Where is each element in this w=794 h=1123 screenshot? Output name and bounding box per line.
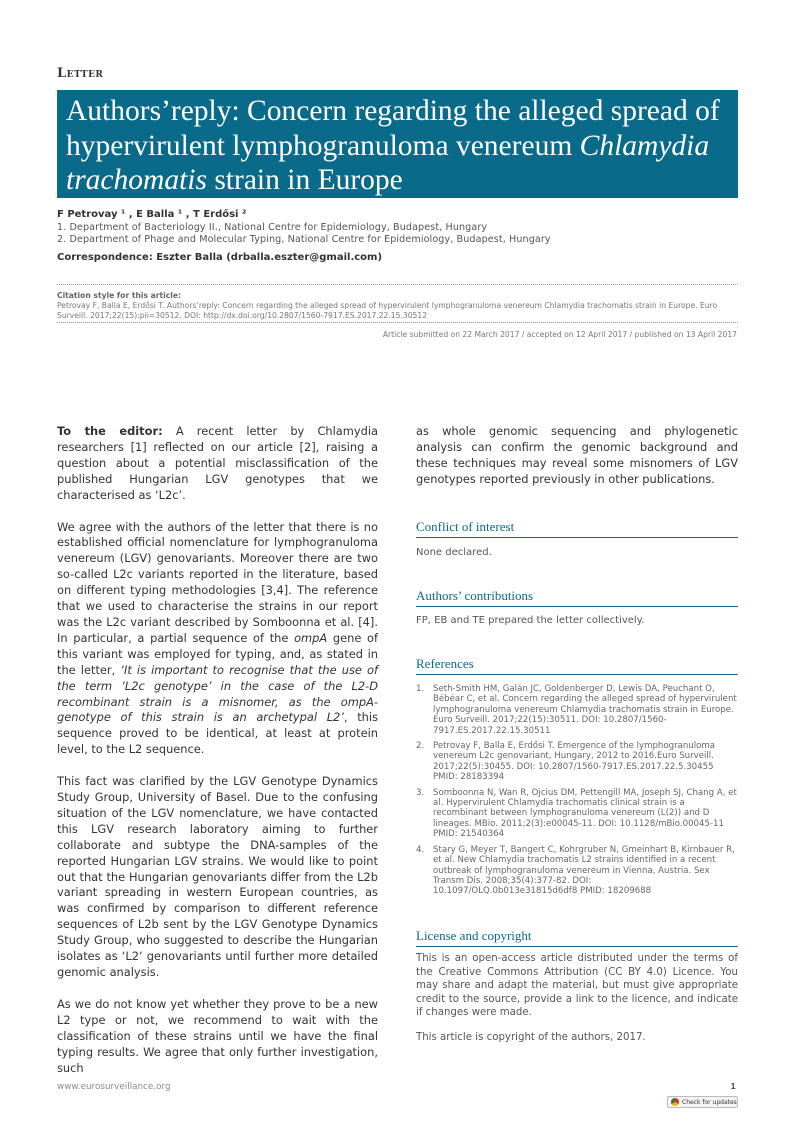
license-heading: License and copyright [416,928,738,947]
affiliation-1: 1. Department of Bacteriology II., National Centre for Epidemiology, Budapest, Hungary [57,222,488,233]
p1-text: A recent letter by Chlamydia researchers [1] reflected on our article [2], raising a question about a potential misclassification of the published Hungarian LGV genotypes that we characterised as ‘L2c’. [57,424,378,502]
reference-item [416,684,738,736]
conflict-text: None declared. [416,547,492,558]
reference-text: Petrovay F, Balla E, Erdősi T. Emergence of the lymphogranuloma venereum L2c genovariant, Hungary, 2012 to 2016.Euro Surveill. 2017;22(5):30455. DOI: 10.2807/1560-7917.ES.2017.22.5.30455 PMID: 28183394 [433,741,716,783]
reference-number: 4. [416,844,425,855]
references-heading: References [416,656,738,675]
badge-label: Check for updates [682,1098,737,1106]
title-banner [57,90,738,198]
affiliation-2: 2. Department of Phage and Molecular Typing, National Centre for Epidemiology, Budapest, Hungary [57,234,551,245]
editor-lead: To the editor: [57,424,163,438]
references-section [416,656,738,902]
paragraph-4: As we do not know yet whether they prove to be a new L2 type or not, we recommend to wait with the classification of these strains until we have the final typing results. We agree that only further investigation, such [57,996,378,1075]
article-title [66,94,728,198]
divider-top [57,284,738,285]
copyright-text: This article is copyright of the authors, 2017. [416,1031,646,1043]
contributions-text: FP, EB and TE prepared the letter collectively. [416,615,645,626]
citation-block [57,291,738,321]
title-italic: Chlamydia trachomatis [66,129,710,196]
reference-list [416,684,738,897]
reference-item [416,788,738,840]
citation-text: Petrovay F, Balla E, Erdősi T. Authors’reply: Concern regarding the alleged spread of hypervirulent lymphogranuloma venereum Chlamydia trachomatis strain in Europe. Euro Surveill. 2017;22(15):pii=30512. DOI: http://dx.doi.org/10.2807/1560-7917.ES.2017.22.15.30512 [57,301,718,320]
author-list: F Petrovay ¹ , E Balla ¹ , T Erdősi ² [57,209,247,220]
paragraph-2 [57,520,378,759]
page-number: 1 [730,1082,736,1091]
title-end: strain in Europe [206,164,403,196]
divider-bottom [57,322,738,323]
conflict-heading: Conflict of interest [416,519,738,538]
paragraph-3: This fact was clarified by the LGV Genotype Dynamics Study Group, University of Basel. Due to the confusing situation of the LGV nomenclature, we have contacted this LGV research laboratory aiming to further collaborate and subtype the DNA-samples of the reported Hungarian LGV strains. We would like to point out that the Hungarian genovariants differ from the L2b variant spreading in western European countries, as was confirmed by comparison to different reference sequences of L2b sent by the LGV Genotype Dynamics Study Group, who suggested to describe the Hungarian isolates as ‘L2‘ genovariants until further more detailed genomic analysis. [57,774,378,979]
p2-gene: ompA [294,630,328,645]
reference-number: 1. [416,684,425,694]
section-label: Letter [57,66,104,81]
p2-text-a: We agree with the authors of the letter that there is no established official nomenclature for lymphogranuloma venereum (LGV) genovariants. Moreover there are two so-called L2c variants reported in the literature, based on different typing methodologies [3,4]. The reference that we used to characterise the strains in our report was the L2c variant described by Somboonna et al. [4]. In particular, a partial sequence of the [57,519,378,645]
reference-item [416,741,738,783]
p2-text-b: gene of this variant was employed for typing, and, as stated in the letter, [57,630,378,677]
contributions-heading: Authors’ contributions [416,588,738,607]
check-updates-badge[interactable] [667,1096,738,1108]
p2-text-c: , this sequence proved to be identical, at least at protein level, to the L2 sequence. [57,710,378,757]
reference-text: Stary G, Meyer T, Bangert C, Kohrgruber N, Gmeinhart B, Kirnbauer R, et al. New Chlamydia trachomatis L2 strains identified in a recent outbreak of lymphogranuloma venereum in Vienna, Austria. Sex Transm Dis. 2008;35(4):377-82. DOI: 10.1097/OLQ.0b013e31815d6df8 PMID: 18209688 [433,844,735,897]
reference-item [416,845,738,897]
reference-number: 3. [416,787,425,798]
body-right-column [416,424,738,488]
paragraph-1 [57,424,378,504]
body-left-column [57,424,378,1092]
license-section [416,928,738,1045]
footer-url[interactable]: www.eurosurveillance.org [57,1082,171,1092]
citation-label: Citation style for this article: [57,291,182,300]
license-text: This is an open-access article distributed under the terms of the Creative Commons Attribution (CC BY 4.0) Licence. You may share and adapt the material, but must give appropriate credit to the source, provide a link to the licence, and indicate if changes were made. [416,953,738,1019]
p2-quote: ‘It is important to recognise that the use of the term ‘L2c genotype’ in the case of the L2-D recombinant strain is a misnomer, as the ompA-genotype of this strain is an archetypal L2’ [57,662,379,725]
reference-text: Somboonna N, Wan R, Ojcius DM, Pettengill MA, Joseph SJ, Chang A, et al. Hypervirulent Chlamydia trachomatis clinical strain is a recombinant between lymphogranuloma venereum (L(2)) and D lineages. MBio. 2011;2(3):e00045-11. DOI: 10.1128/mBio.00045-11 PMID: 21540364 [433,787,737,840]
paragraph-4-continued: as whole genomic sequencing and phylogenetic analysis can confirm the genomic background and these techniques may reveal some misnomers of LGV genotypes reported previously in other publications. [416,424,738,486]
conflict-section [416,519,738,558]
crossmark-icon [671,1098,679,1106]
article-dates: Article submitted on 22 March 2017 / accepted on 12 April 2017 / published on 13 April 2017 [382,330,737,339]
reference-number: 2. [416,741,425,752]
reference-text: Seth-Smith HM, Galán JC, Goldenberger D, Lewis DA, Peuchant O, Bébéar C, et al. Concern regarding the alleged spread of hypervirulent lymphogranuloma venereum Chlamydia trachomatis strain in Europe. Euro Surveill. 2017;22(15):30511. DOI: 10.2807/1560-7917.ES.2017.22.15.30511 [433,684,737,736]
contributions-section [416,588,738,626]
title-text: Authors’reply: Concern regarding the alleged spread of hypervirulent lymphogranuloma venereum [66,95,720,162]
correspondence: Correspondence: Eszter Balla (drballa.eszter@gmail.com) [57,252,383,263]
